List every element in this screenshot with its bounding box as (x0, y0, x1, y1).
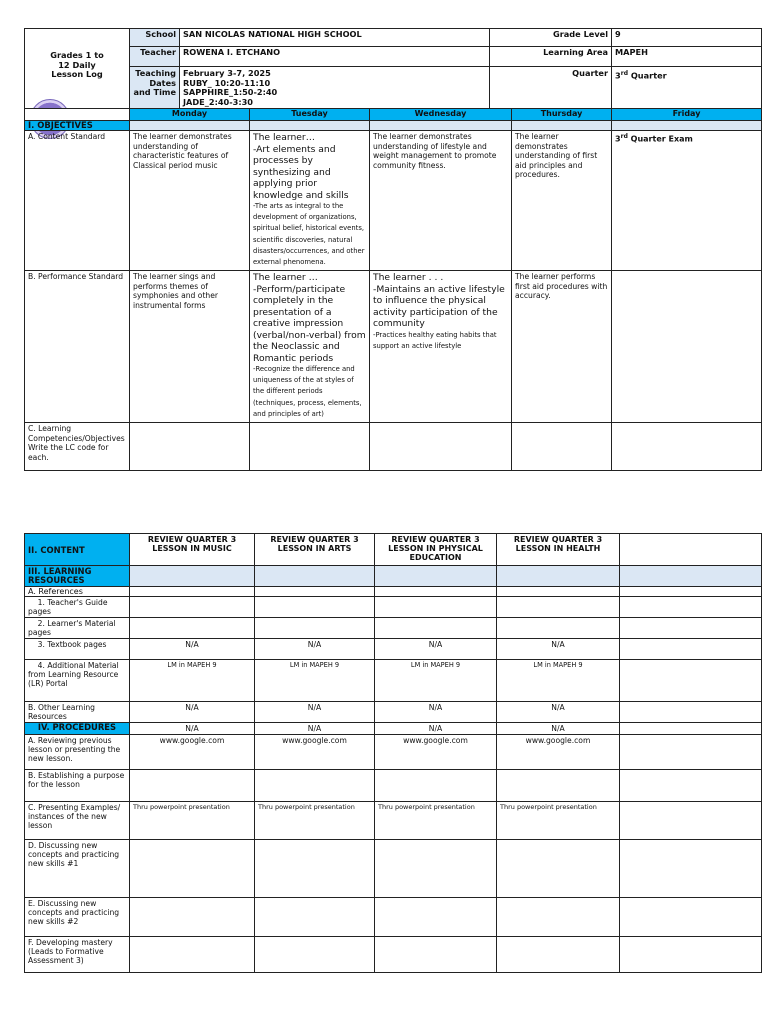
presenting-music: Thru powerpoint presentation (130, 802, 255, 840)
content-standard-label: A. Content Standard (25, 131, 130, 271)
additional-music: LM in MAPEH 9 (130, 660, 255, 702)
reviewing-health: www.google.com (497, 735, 620, 770)
proc-na-arts: N/A (255, 723, 375, 735)
discussing-skills-2-label: E. Discussing new concepts and practicing new skills #2 (25, 898, 130, 937)
content-heading: II. CONTENT (25, 534, 130, 566)
school-value: SAN NICOLAS NATIONAL HIGH SCHOOL (180, 29, 490, 47)
other-health: N/A (497, 702, 620, 723)
performance-std-monday: The learner sings and performs themes of symphonies and other instrumental forms (130, 271, 250, 423)
review-pe: REVIEW QUARTER 3 LESSON IN PHYSICAL EDUCATION (375, 534, 497, 566)
textbook-pe: N/A (375, 639, 497, 660)
day-tuesday: Tuesday (250, 109, 370, 121)
teacher-label: Teacher (130, 47, 180, 67)
discussing-skills-1-label: D. Discussing new concepts and practicing new skills #1 (25, 840, 130, 898)
dates-value: February 3-7, 2025 RUBY_ 10:20-11:10 SAPPHIRE_1:50-2:40 JADE_2:40-3:30 (180, 67, 490, 109)
learning-resources-heading: III. LEARNING RESOURCES (25, 566, 130, 587)
other-music: N/A (130, 702, 255, 723)
content-std-tuesday: The learner… -Art elements and processes by synthesizing and applying prior knowledge and skills -The arts as integral to the development of organizations, spiritual belief, historical events, scientific discoveries, natural disasters/occurrences, and other external phenomena. (250, 131, 370, 271)
quarter-label: Quarter (490, 67, 612, 109)
reviewing-lesson-label: A. Reviewing previous lesson or presenting the new lesson. (25, 735, 130, 770)
reviewing-arts: www.google.com (255, 735, 375, 770)
school-label: School (130, 29, 180, 47)
learners-material-label: 2. Learner's Material pages (25, 618, 130, 639)
additional-health: LM in MAPEH 9 (497, 660, 620, 702)
reviewing-music: www.google.com (130, 735, 255, 770)
area-value: MAPEH (612, 47, 762, 67)
grade-label: Grade Level (490, 29, 612, 47)
competencies-label: C. Learning Competencies/Objectives Write the LC code for each. (25, 423, 130, 471)
performance-std-thursday: The learner performs first aid procedures with accuracy. (512, 271, 612, 423)
textbook-arts: N/A (255, 639, 375, 660)
presenting-arts: Thru powerpoint presentation (255, 802, 375, 840)
day-friday: Friday (612, 109, 762, 121)
review-arts: REVIEW QUARTER 3 LESSON IN ARTS (255, 534, 375, 566)
grade-value: 9 (612, 29, 762, 47)
presenting-pe: Thru powerpoint presentation (375, 802, 497, 840)
teacher-value: ROWENA I. ETCHANO (180, 47, 490, 67)
performance-std-tuesday: The learner … -Perform/participate completely in the presentation of a creative impression (verbal/non-verbal) from the Neoclassic and Romantic periods -Recognize the difference and uniqueness of the at styles of the different periods (techniques, process, elements, and principles of art) (250, 271, 370, 423)
proc-na-music: N/A (130, 723, 255, 735)
textbook-label: 3. Textbook pages (25, 639, 130, 660)
textbook-health: N/A (497, 639, 620, 660)
additional-material-label: 4. Additional Material from Learning Resource (LR) Portal (25, 660, 130, 702)
other-resources-label: B. Other Learning Resources (25, 702, 130, 723)
additional-arts: LM in MAPEH 9 (255, 660, 375, 702)
developing-mastery-label: F. Developing mastery (Leads to Formative Assessment 3) (25, 937, 130, 973)
quarter-value: 3rd Quarter (612, 67, 762, 109)
textbook-music: N/A (130, 639, 255, 660)
dates-label: Teaching Dates and Time (130, 67, 180, 109)
lesson-log-header-table (24, 28, 762, 471)
day-thursday: Thursday (512, 109, 612, 121)
proc-na-health: N/A (497, 723, 620, 735)
performance-std-wednesday: The learner . . . -Maintains an active lifestyle to influence the physical activity participation of the community -Practices healthy eating habits that support an active lifestyle (370, 271, 512, 423)
performance-standard-label: B. Performance Standard (25, 271, 130, 423)
area-label: Learning Area (490, 47, 612, 67)
proc-na-pe: N/A (375, 723, 497, 735)
content-std-friday: 3rd Quarter Exam (612, 131, 762, 271)
review-health: REVIEW QUARTER 3 LESSON IN HEALTH (497, 534, 620, 566)
presenting-health: Thru powerpoint presentation (497, 802, 620, 840)
log-title: Grades 1 to 12 Daily Lesson Log (25, 29, 130, 109)
objectives-heading: I. OBJECTIVES (25, 121, 130, 131)
references-label: A. References (25, 587, 130, 597)
procedures-heading: IV. PROCEDURES (25, 723, 130, 735)
other-pe: N/A (375, 702, 497, 723)
reviewing-pe: www.google.com (375, 735, 497, 770)
content-std-thursday: The learner demonstrates understanding of first aid principles and procedures. (512, 131, 612, 271)
lesson-content-table (24, 533, 762, 973)
presenting-examples-label: C. Presenting Examples/ instances of the new lesson (25, 802, 130, 840)
content-std-wednesday: The learner demonstrates understanding of lifestyle and weight management to promote community fitness. (370, 131, 512, 271)
establishing-purpose-label: B. Establishing a purpose for the lesson (25, 770, 130, 802)
teachers-guide-label: 1. Teacher's Guide pages (25, 597, 130, 618)
day-wednesday: Wednesday (370, 109, 512, 121)
additional-pe: LM in MAPEH 9 (375, 660, 497, 702)
content-std-monday: The learner demonstrates understanding of characteristic features of Classical period music (130, 131, 250, 271)
day-monday: Monday (130, 109, 250, 121)
review-music: REVIEW QUARTER 3 LESSON IN MUSIC (130, 534, 255, 566)
other-arts: N/A (255, 702, 375, 723)
